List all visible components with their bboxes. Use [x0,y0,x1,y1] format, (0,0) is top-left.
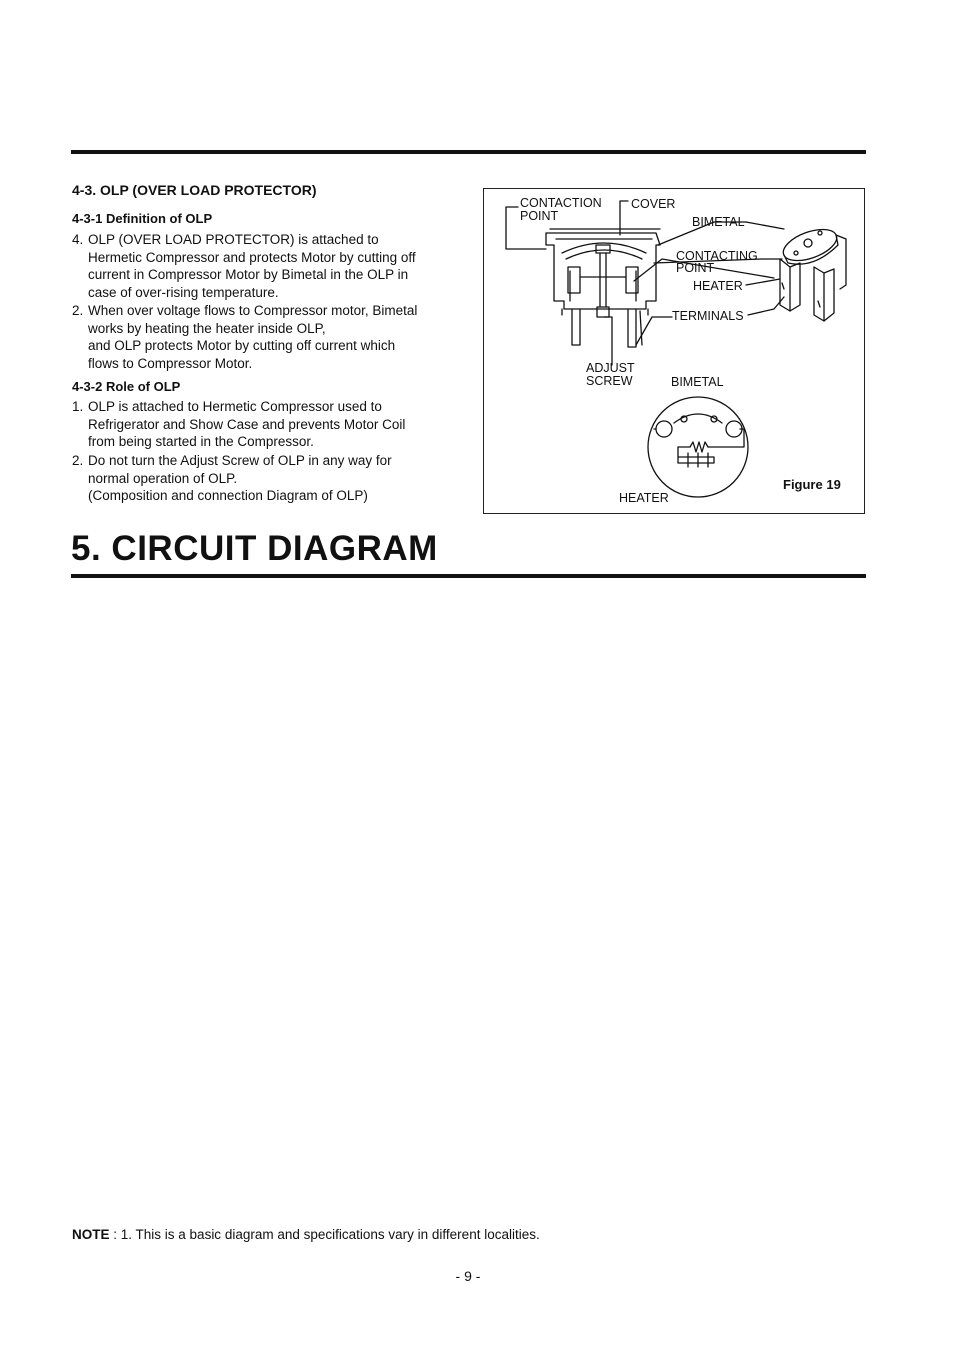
figure-caption: Figure 19 [783,477,841,492]
top-rule [71,150,866,154]
item-line: current in Compressor Motor by Bimetal in the OLP in [88,267,409,282]
label-cover: COVER [631,197,676,211]
label-bimetal-top: BIMETAL [692,215,745,229]
item-line: works by heating the heater inside OLP, [88,320,326,336]
olp-figure [483,188,865,514]
item-line: (Composition and connection Diagram of OLP) [88,488,368,503]
note-text: : 1. This is a basic diagram and specifications vary in different localities. [109,1227,540,1242]
item-line: Hermetic Compressor and protects Motor by cutting off [88,249,416,265]
item-line: case of over-rising temperature. [88,284,279,300]
label-heater-bottom: HEATER [619,491,669,505]
definition-item-1 [72,231,448,301]
item-line: and OLP protects Motor by cutting off current which [88,338,396,353]
olp-3d-view [746,222,846,321]
label-heater-top: HEATER [693,279,743,293]
definition-heading: 4-3-1 Definition of OLP [72,211,213,226]
item-line: Refrigerator and Show Case and prevents Motor Coil [88,416,406,432]
role-item-1 [72,398,448,451]
chapter-title: 5. CIRCUIT DIAGRAM [71,529,438,568]
role-heading: 4-3-2 Role of OLP [72,379,181,394]
note-label: NOTE [72,1227,110,1242]
definition-item-2 [72,302,448,372]
label-contaction-point: POINT [520,209,559,223]
item-number: 2. [72,303,84,318]
olp-cross-section [546,229,660,347]
label-contacting-point: POINT [676,261,715,275]
role-item-2 [72,452,448,505]
page-number: - 9 - [455,1268,481,1284]
item-number: 2. [72,453,84,468]
label-contacting: CONTACTING [676,249,758,263]
chapter-rule [71,574,866,578]
note [72,1227,540,1242]
label-terminals: TERMINALS [672,309,744,323]
item-number: 1. [72,399,84,414]
item-line: flows to Compressor Motor. [88,355,253,371]
item-line: OLP (OVER LOAD PROTECTOR) is attached to [88,232,379,247]
item-line: normal operation of OLP. [88,470,238,486]
item-line: Do not turn the Adjust Screw of OLP in any way for [88,453,392,468]
section-heading: 4-3. OLP (OVER LOAD PROTECTOR) [72,182,317,198]
item-line: from being started in the Compressor. [88,434,314,449]
label-adjust: ADJUST [586,361,635,375]
olp-drawing [484,189,866,515]
label-bimetal-bottom: BIMETAL [671,375,724,389]
item-number: 4. [72,232,84,247]
label-adjust-screw: SCREW [586,374,633,388]
item-line: OLP is attached to Hermetic Compressor used to [88,399,382,414]
item-line: When over voltage flows to Compressor motor, Bimetal [88,303,418,318]
olp-circuit-symbol [648,397,748,497]
label-contaction: CONTACTION [520,196,602,210]
